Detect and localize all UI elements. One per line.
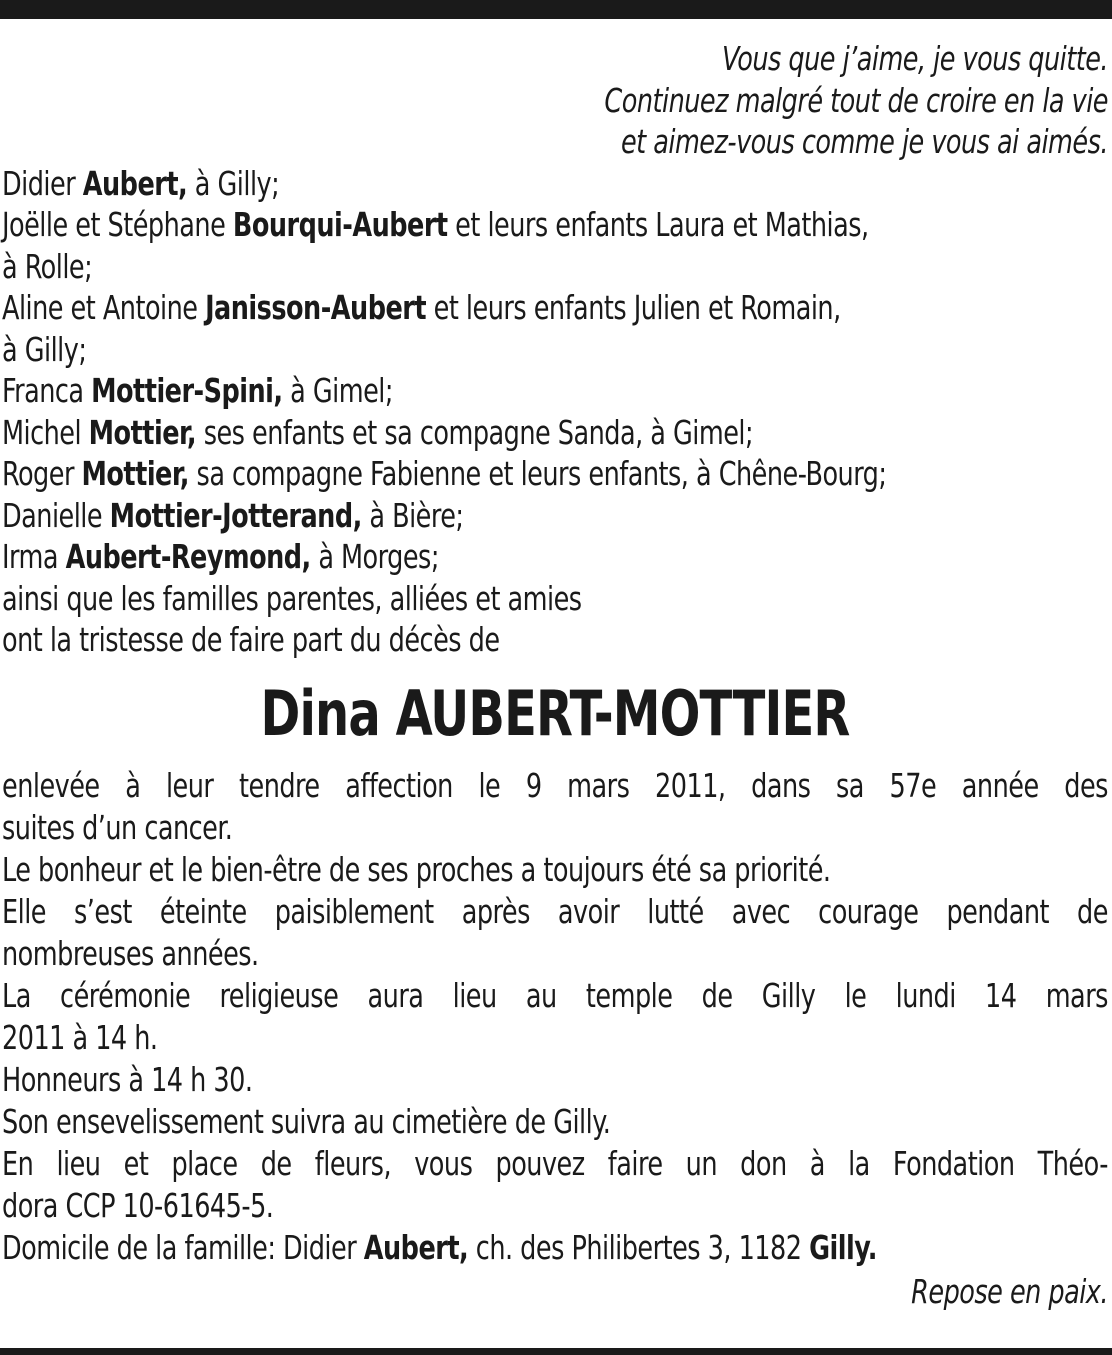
family-line: Aline et Antoine Janisson-Aubert et leurs enfants Julien et Romain, [2, 288, 841, 327]
body-line: Son ensevelissement suivra au cimetière de Gilly. [2, 1101, 611, 1141]
body-line: La cérémonie religieuse aura lieu au temple de Gilly le lundi 14 mars [2, 975, 1108, 1015]
domicile-line: Domicile de la famille: Didier Aubert, ch. des Philibertes 3, 1182 Gilly. [2, 1227, 877, 1267]
notice-body [2, 765, 1108, 1269]
body-line: dora CCP 10-61645-5. [2, 1185, 274, 1225]
family-line: à Rolle; [2, 246, 93, 286]
epigraph-line: et aimez-vous comme je vous ai aimés. [620, 122, 1108, 161]
family-line: ont la tristesse de faire part du décès de [2, 620, 500, 659]
body-line: Elle s’est éteinte paisiblement après avoir lutté avec courage pendant de [2, 891, 1108, 931]
family-line: Michel Mottier, ses enfants et sa compagne Sanda, à Gimel; [2, 412, 754, 452]
epigraph [2, 38, 1108, 163]
body-line: suites d’un cancer. [2, 807, 233, 847]
body-line: enlevée à leur tendre affection le 9 mars 2011, dans sa 57e année des [2, 765, 1108, 805]
body-line: nombreuses années. [2, 933, 259, 973]
family-line: ainsi que les familles parentes, alliées et amies [2, 578, 582, 618]
obituary-notice [2, 38, 1108, 1312]
body-line: Le bonheur et le bien-être de ses proches a toujours été sa priorité. [2, 849, 831, 889]
closing [2, 1271, 1108, 1313]
closing-line: Repose en paix. [911, 1271, 1108, 1311]
family-line: Joëlle et Stéphane Bourqui-Aubert et leurs enfants Laura et Mathias, [2, 205, 869, 244]
family-line: Danielle Mottier-Jotterand, à Bière; [2, 495, 464, 535]
body-line: 2011 à 14 h. [2, 1017, 158, 1057]
epigraph-line: Vous que j’aime, je vous quitte. [721, 39, 1108, 78]
family-line: Irma Aubert-Reymond, à Morges; [2, 537, 439, 576]
family-line: Roger Mottier, sa compagne Fabienne et leurs enfants, à Chêne-Bourg; [2, 454, 887, 493]
family-list [2, 163, 1108, 661]
family-line: Didier Aubert, à Gilly; [2, 163, 280, 203]
family-line: Franca Mottier-Spini, à Gimel; [2, 371, 393, 410]
body-line: En lieu et place de fleurs, vous pouvez faire un don à la Fondation Théo- [2, 1143, 1108, 1183]
epigraph-line: Continuez malgré tout de croire en la vie [604, 80, 1108, 120]
family-line: à Gilly; [2, 329, 87, 369]
top-rule [0, 0, 1112, 19]
deceased-name: Dina AUBERT-MOTTIER [260, 676, 850, 750]
bottom-rule [0, 1348, 1112, 1355]
body-line: Honneurs à 14 h 30. [2, 1059, 253, 1099]
